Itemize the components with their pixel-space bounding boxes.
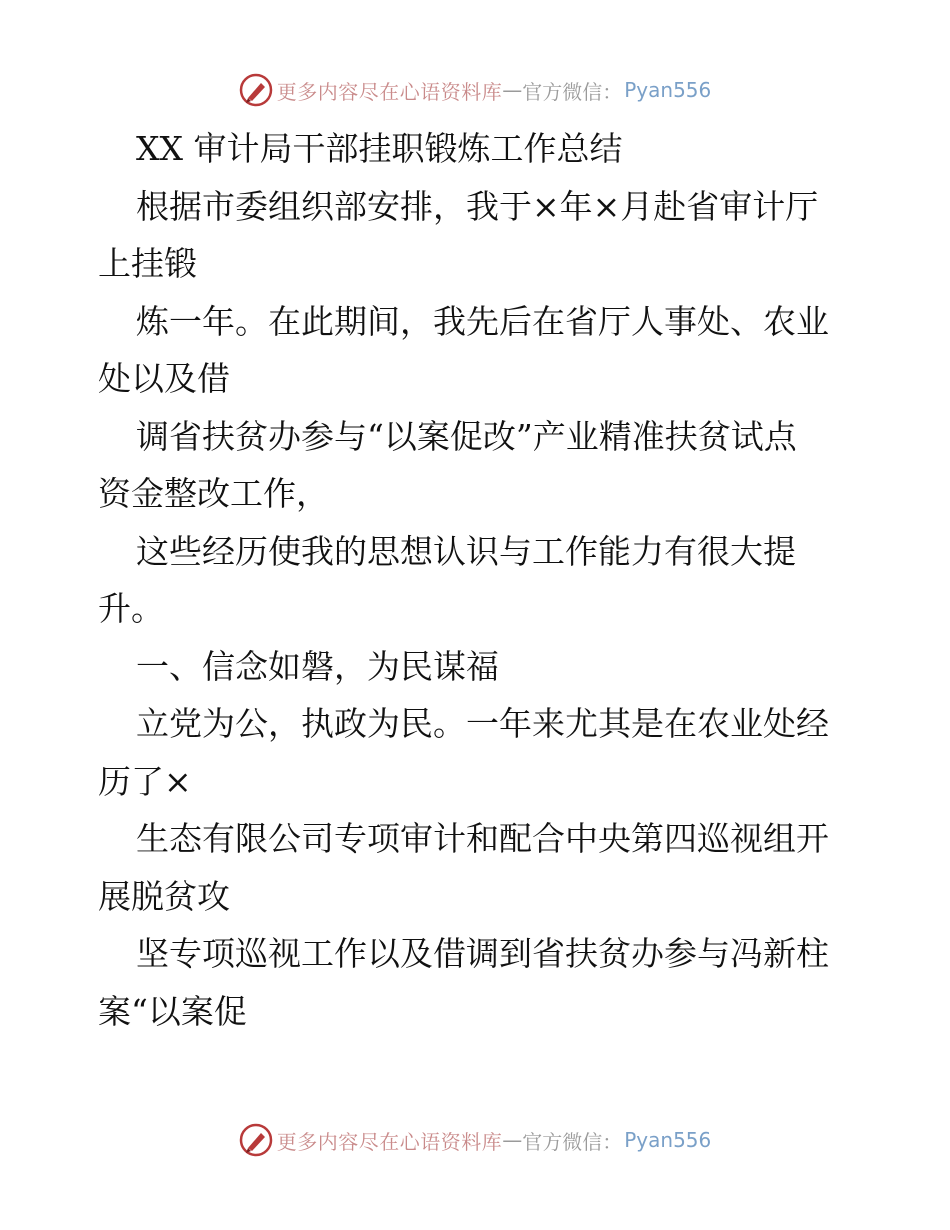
- header-banner: [0, 70, 950, 110]
- banner-label: 官方微信：: [522, 1129, 623, 1154]
- pen-logo-icon: [239, 1123, 273, 1157]
- banner-text: 更多内容尽在心语资料库: [276, 79, 503, 104]
- text-line: 生态有限公司专项审计和配合中央第四巡视组开: [136, 819, 829, 858]
- text-line: 根据市委组织部安排，我于×年×月赴省审计厅: [136, 186, 819, 226]
- text-line: 坚专项巡视工作以及借调到省扶贫办参与冯新柱: [136, 934, 829, 973]
- text-line: 炼一年。在此期间，我先后在省厅人事处、农业: [136, 301, 829, 341]
- footer-banner: [0, 1120, 950, 1160]
- banner-separator: —: [502, 78, 523, 102]
- pen-logo-icon: [239, 73, 273, 107]
- banner-wechat-id: Pyan556: [624, 1128, 712, 1152]
- section-heading: 一、信念如磐，为民谋福: [136, 646, 499, 686]
- banner-separator: —: [502, 1128, 523, 1152]
- text-line: 历了×: [98, 761, 192, 801]
- document-body: [98, 120, 858, 1040]
- banner-text: 更多内容尽在心语资料库: [276, 1129, 503, 1154]
- text-line: 处以及借: [98, 359, 230, 398]
- banner-wechat-id: Pyan556: [624, 78, 712, 102]
- text-line: 升。: [98, 589, 164, 628]
- text-line: 调省扶贫办参与“以案促改”产业精准扶贫试点: [136, 416, 797, 456]
- text-line: 上挂锻: [98, 244, 197, 283]
- text-line: 案“以案促: [98, 991, 247, 1031]
- text-line: 这些经历使我的思想认识与工作能力有很大提: [136, 531, 796, 571]
- text-line: 资金整改工作，: [98, 474, 329, 513]
- banner-label: 官方微信：: [522, 79, 623, 104]
- document-title: XX 审计局干部挂职锻炼工作总结: [136, 129, 623, 168]
- text-line: 展脱贫攻: [98, 876, 230, 916]
- text-line: 立党为公，执政为民。一年来尤其是在农业处经: [136, 704, 829, 743]
